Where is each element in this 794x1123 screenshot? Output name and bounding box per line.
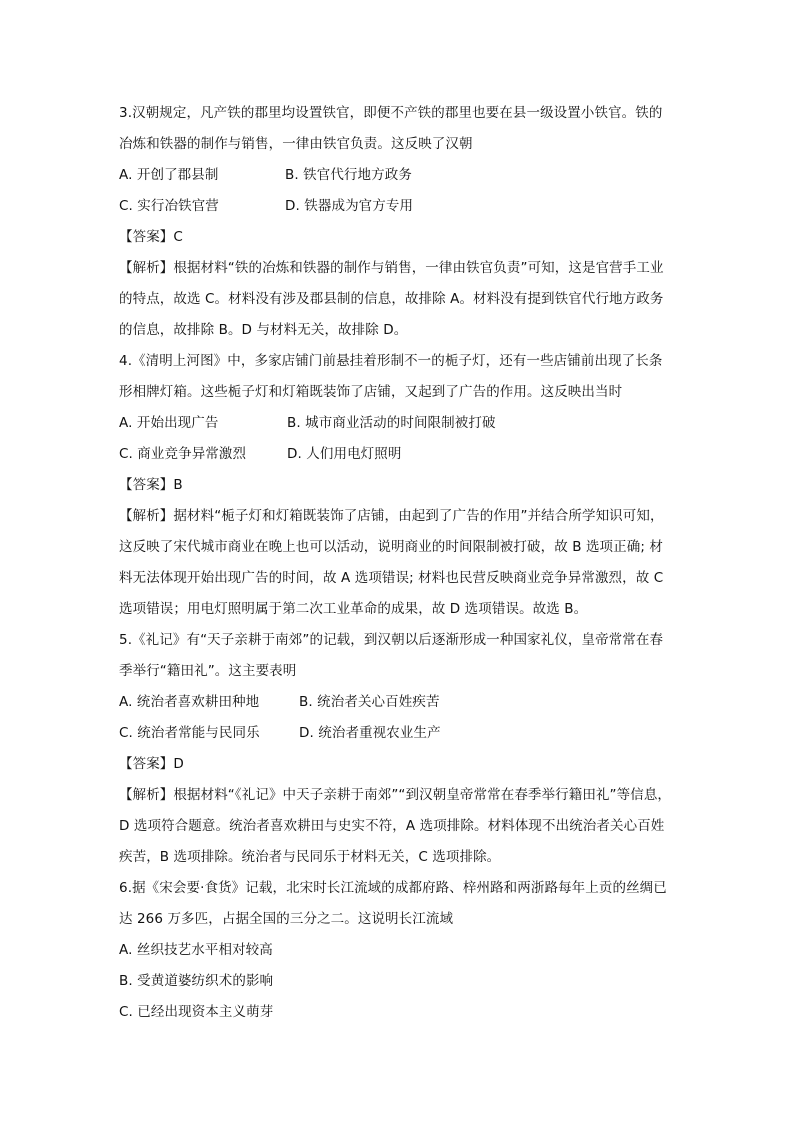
q5-stem-line-2: 季举行“籍田礼”。这主要表明 [119,663,297,679]
q5-option-d: D. 统治者重视农业生产 [299,725,441,741]
q5-option-a: A. 统治者喜欢耕田种地 [119,694,260,710]
q4-options-row-1 [119,408,679,439]
q6-option-b: B. 受黄道婆纺织术的影响 [119,973,274,989]
q6-option-a: A. 丝织技艺水平相对较高 [119,942,273,958]
q6-option-c: C. 已经出现资本主义萌芽 [119,1004,274,1020]
q5-analysis-line-3: 疾苦，B 选项排除。统治者与民同乐于材料无关，C 选项排除。 [119,849,501,865]
q4-analysis-line-3: 料无法体现开始出现广告的时间，故 A 选项错误; 材料也民营反映商业竞争异常激烈，故 C [119,570,664,586]
q3-stem-line-2: 冶炼和铁器的制作与销售，一律由铁官负责。这反映了汉朝 [119,136,473,152]
q6-stem-line-2: 达 266 万多匹，占据全国的三分之二。这说明长江流域 [119,911,454,927]
q3-option-d: D. 铁器成为官方专用 [285,198,414,214]
document-content [119,98,679,1028]
q5-option-c: C. 统治者常能与民同乐 [119,725,260,741]
q4-stem-line-2: 形相牌灯箱。这些栀子灯和灯箱既装饰了店铺，又起到了广告的作用。这反映出当时 [119,384,623,400]
q3-analysis-line-1: 【解析】根据材料“铁的冶炼和铁器的制作与销售，一律由铁官负责”可知，这是官营手工业 [119,260,664,276]
q4-option-b: B. 城市商业活动的时间限制被打破 [287,415,496,431]
q4-analysis-line-1: 【解析】据材料“栀子灯和灯箱既装饰了店铺，由起到了广告的作用”并结合所学知识可知， [119,508,664,524]
q4-answer: 【答案】B [119,477,183,493]
q3-analysis-line-3: 的信息，故排除 B。D 与材料无关，故排除 D。 [119,322,408,338]
q4-stem-line-1: 4.《清明上河图》中，多家店铺门前悬挂着形制不一的栀子灯，还有一些店铺前出现了长条 [119,353,663,369]
q4-options-row-2 [119,439,679,470]
q5-analysis-line-1: 【解析】根据材料“《礼记》中天子亲耕于南郊”“到汉朝皇帝常常在春季举行籍田礼”等信息， [119,787,672,803]
q4-option-a: A. 开始出现广告 [119,415,219,431]
q4-analysis-line-4: 选项错误；用电灯照明属于第二次工业革命的成果，故 D 选项错误。故选 B。 [119,601,588,617]
q6-stem-line-1: 6.据《宋会要·食货》记载，北宋时长江流域的成都府路、梓州路和两浙路每年上贡的丝绸已 [119,880,667,896]
q3-option-a: A. 开创了郡县制 [119,167,219,183]
q3-option-b: B. 铁官代行地方政务 [285,167,412,183]
q4-analysis-line-2: 这反映了宋代城市商业在晚上也可以活动，说明商业的时间限制被打破，故 B 选项正确; 材 [119,539,663,555]
q5-answer: 【答案】D [119,756,184,772]
q4-option-d: D. 人们用电灯照明 [287,446,402,462]
q3-options-row-2 [119,191,679,222]
q5-stem-line-1: 5.《礼记》有“天子亲耕于南郊”的记载，到汉朝以后逐渐形成一种国家礼仪，皇帝常常在春 [119,632,664,648]
q3-stem-line-1: 3.汉朝规定，凡产铁的郡里均设置铁官，即便不产铁的郡里也要在县一级设置小铁官。铁的 [119,105,663,121]
q5-options-row-2 [119,718,679,749]
q4-option-c: C. 商业竞争异常激烈 [119,446,247,462]
q3-options-row-1 [119,160,679,191]
q3-analysis-line-2: 的特点，故选 C。材料没有涉及郡县制的信息，故排除 A。材料没有提到铁官代行地方政务 [119,291,664,307]
q5-analysis-line-2: D 选项符合题意。统治者喜欢耕田与史实不符，A 选项排除。材料体现不出统治者关心百姓 [119,818,665,834]
q3-option-c: C. 实行冶铁官营 [119,198,219,214]
q5-options-row-1 [119,687,679,718]
q5-option-b: B. 统治者关心百姓疾苦 [299,694,440,710]
q3-answer: 【答案】C [119,229,183,245]
